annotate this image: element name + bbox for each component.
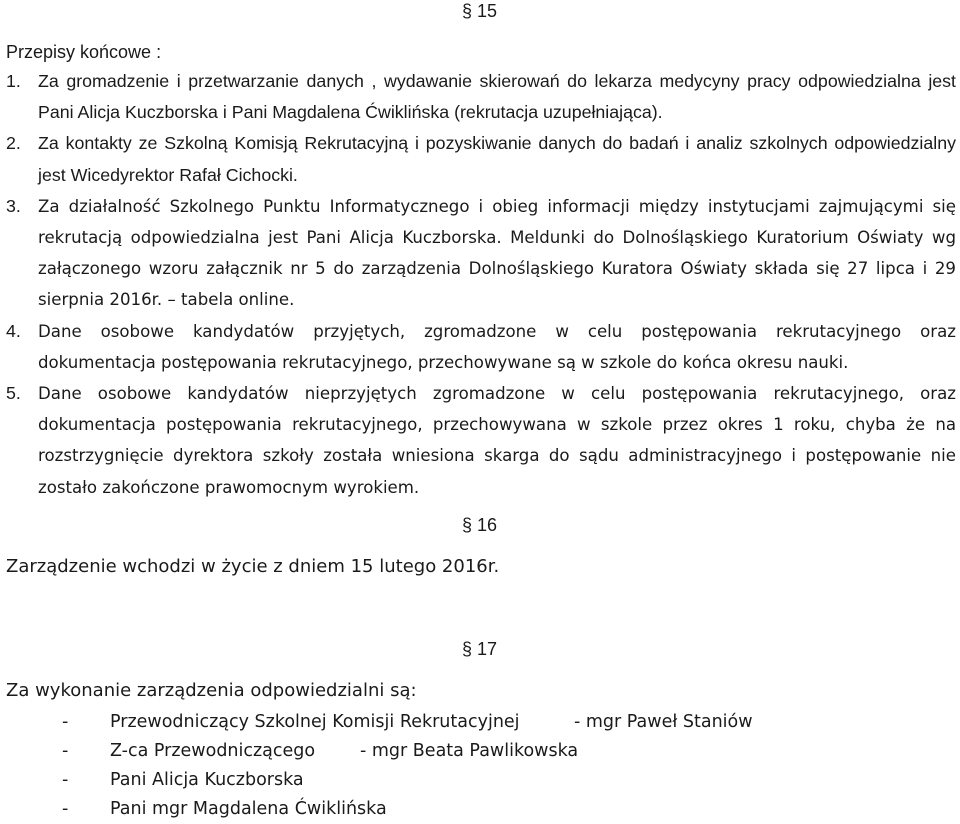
provision-number: 1. xyxy=(6,71,21,91)
provision-text: Za gromadzenie i przetwarzanie danych , wydawanie skierowań do lekarza medycyny pracy odpowiedzialna jest Pani Alicja Kuczborska i Pani Magdalena Ćwiklińska (rekrutacja uzupełniająca). xyxy=(38,71,956,123)
provision-item xyxy=(6,128,956,190)
list-dash: - xyxy=(62,712,69,732)
provision-item xyxy=(6,191,956,316)
person-name: - mgr Beata Pawlikowska xyxy=(360,741,579,761)
provision-number: 2. xyxy=(6,133,21,154)
provision-text: Dane osobowe kandydatów przyjętych, zgromadzone w celu postępowania rekrutacyjnego oraz dokumentacja postępowania rekrutacyjnego, przechowywane są w szkole do końca okresu nauki. xyxy=(38,321,956,372)
list-dash: - xyxy=(62,799,69,819)
person-name: Pani mgr Magdalena Ćwiklińska xyxy=(110,799,387,819)
effective-date-text: Zarządzenie wchodzi w życie z dniem 15 lutego 2016r. xyxy=(6,556,500,577)
provision-text: Za kontakty ze Szkolną Komisją Rekrutacyjną i pozyskiwanie danych do badań i analiz szkolnych odpowiedzialny jest Wicedyrektor Rafał Cichocki. xyxy=(38,133,956,185)
list-dash: - xyxy=(62,770,69,790)
provision-item xyxy=(6,316,956,378)
section-16-heading: § 16 xyxy=(462,515,498,535)
provision-item xyxy=(6,66,956,128)
responsible-heading: Za wykonanie zarządzenia odpowiedzialni są: xyxy=(6,680,417,701)
section-17-heading: § 17 xyxy=(462,639,498,659)
person-name: - mgr Paweł Staniów xyxy=(574,712,753,732)
provisions-list xyxy=(6,66,956,503)
provision-text: Dane osobowe kandydatów nieprzyjętych zgromadzone w celu postępowania rekrutacyjnego, oraz dokumentacja postępowania rekrutacyjnego, przechowywana w szkole przez okres 1 roku, chyba że na rozstrzygnięcie dyrektora szkoły została wniesiona skarga do sądu administracyjnego i postępowanie nie zostało zakończone prawomocnym wyrokiem. xyxy=(38,384,956,497)
provision-number: 4. xyxy=(6,320,21,341)
closing-provisions-heading: Przepisy końcowe : xyxy=(6,42,162,62)
provision-item xyxy=(6,378,956,503)
person-title: Przewodniczący Szkolnej Komisji Rekrutacyjnej xyxy=(110,712,520,732)
list-dash: - xyxy=(62,741,69,761)
provision-number: 3. xyxy=(6,195,21,216)
person-title: Z-ca Przewodniczącego xyxy=(110,741,316,761)
person-name: Pani Alicja Kuczborska xyxy=(110,770,304,790)
provision-text: Za działalność Szkolnego Punktu Informatycznego i obieg informacji między instytucjami zajmującymi się rekrutacją odpowiedzialna jest Pani Alicja Kuczborska. Meldunki do Dolnośląskiego Kuratorium Oświaty wg załączonego wzoru załącznik nr 5 do zarządzenia Dolnośląskiego Kuratora Oświaty składa się 27 lipca i 29 sierpnia 2016r. – tabela online. xyxy=(38,196,956,310)
section-15-heading: § 15 xyxy=(462,1,498,21)
provision-number: 5. xyxy=(6,383,21,404)
